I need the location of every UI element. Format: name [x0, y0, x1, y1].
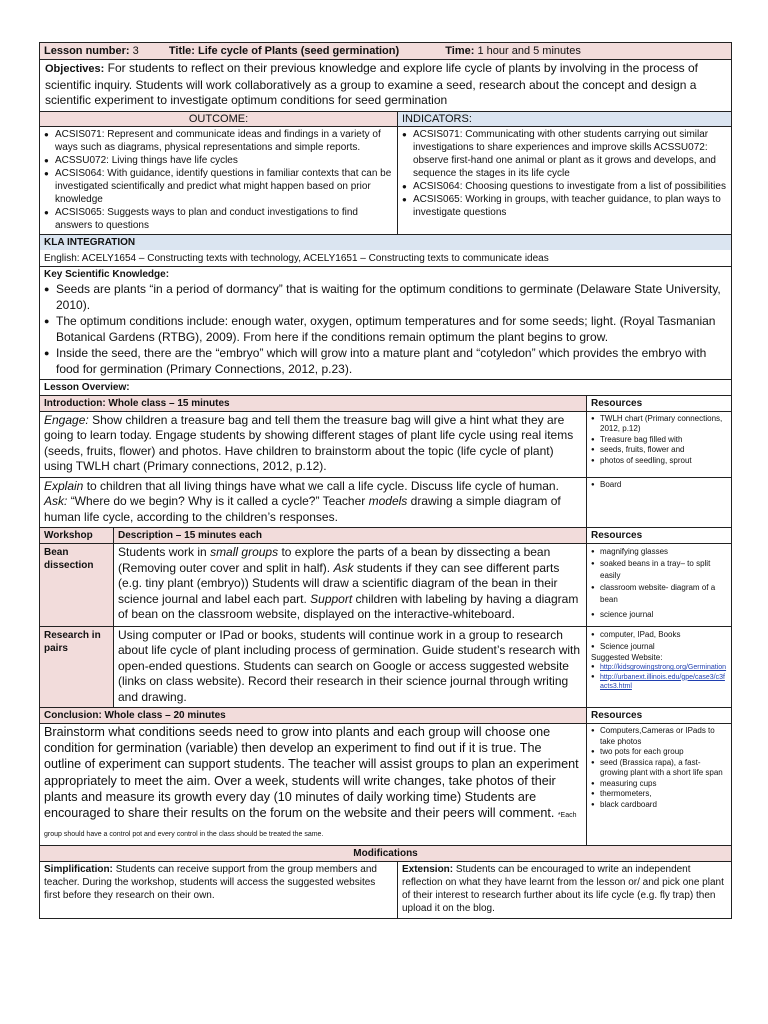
- workshop-label: Workshop: [44, 530, 93, 541]
- time-value: 1 hour and 5 minutes: [477, 45, 581, 57]
- bean-text-3: students if they can see different parts (e.g. tiny plant (embryo)) Students will draw a scientific diagram of the bean in their science journal and label each part.: [118, 560, 560, 606]
- title-value: Life cycle of Plants (seed germination): [198, 45, 400, 57]
- extension-label: Extension:: [402, 864, 454, 876]
- simplification-label: Simplification:: [44, 864, 113, 876]
- ask-label: Ask:: [44, 494, 68, 508]
- conclusion-row: [40, 724, 732, 846]
- lesson-number-value: 3: [132, 45, 139, 57]
- kla-label: KLA INTEGRATION: [44, 236, 136, 248]
- bean-dissection-row: [40, 544, 732, 627]
- bean-text-4: children with labeling by having a diagram of bean on the classroom website, displayed on the interactive-whiteboard.: [118, 591, 579, 621]
- indicator-item: ● ACSIS071: Communicating with other students carrying out similar investigations to share experiences and improve skills ACSSU072: observe first-hand one animal or plant as it grows and develops, and sequence the stages in its life cycle: [402, 128, 727, 180]
- indicator-item: ● ACSIS064: Choosing questions to investigate from a list of possibilities: [402, 180, 727, 193]
- resource-item: ● Science journal: [591, 641, 727, 653]
- resource-item: ● black cardboard: [591, 800, 727, 811]
- resource-item: ● classroom website- diagram of a bean: [591, 582, 727, 606]
- outcome-item: ● ACSIS064: With guidance, identify questions in familiar contexts that can be investigated scientifically and predict what might happen based on prior knowledge: [44, 167, 393, 206]
- knowledge-list: [44, 281, 727, 377]
- resource-item: ● Computers,Cameras or IPads to take photos: [591, 726, 727, 747]
- indicators-list: [402, 128, 727, 219]
- resource-item: ● TWLH chart (Primary connections, 2012, p.12): [591, 414, 727, 435]
- explain-row: [40, 477, 732, 528]
- suggested-links-list: [591, 663, 727, 692]
- conclusion-header: Conclusion: Whole class – 20 minutes: [44, 710, 226, 721]
- resource-item: ● measuring cups: [591, 779, 727, 790]
- explain-resources-list: [591, 480, 727, 491]
- lesson-number-label: Lesson number:: [44, 45, 130, 57]
- bean-resources-list: [591, 546, 727, 621]
- introduction-header: Introduction: Whole class – 15 minutes: [44, 397, 230, 409]
- suggested-website-label: Suggested Website:: [591, 652, 663, 662]
- modifications-row: [40, 862, 732, 919]
- simplification-text: Students can receive support from the group members and teacher. During the workshop, students will access the suggested websites first before they research on their own.: [44, 864, 377, 902]
- modifications-label: Modifications: [353, 848, 418, 860]
- explain-text-2: “Where do we begin? Why is it called a cycle?” Teacher: [70, 494, 366, 508]
- introduction-resources-label: Resources: [591, 397, 643, 409]
- conclusion-resources-label: Resources: [591, 710, 643, 721]
- header-row: [40, 43, 732, 60]
- outcome-label: OUTCOME:: [188, 112, 249, 125]
- suggested-link[interactable]: http://kidsgrowingstrong.org/Germination: [600, 664, 727, 671]
- resource-item: ● photos of seedling, sprout: [591, 456, 727, 467]
- bean-text-2: to explore the parts of a bean by dissecting a bean (Removing outer cover and split in half).: [118, 545, 551, 575]
- bean-text-1: Students work in: [118, 545, 207, 559]
- knowledge-item: ● Seeds are plants “in a period of dormancy” that is waiting for the optimum conditions to germinate (Delaware State University, 2010).: [44, 281, 727, 313]
- resource-item: ● two pots for each group: [591, 747, 727, 758]
- conclusion-header-row: [40, 708, 732, 724]
- outcome-item: ● ACSIS071: Represent and communicate ideas and findings in a variety of ways such as diagrams, physical representations and simple reports.: [44, 128, 393, 154]
- objectives-row: [40, 60, 732, 112]
- extension-text: Students can be encouraged to write an independent reflection on what they have learnt from the lesson or/ and pick one plant of their interest to research further about its life cycle (e.g. fly trap) then upload it on the blog.: [402, 864, 724, 915]
- workshop-header-row: [40, 528, 732, 544]
- models-label: models: [368, 494, 408, 508]
- outcome-item: ● ACSIS065: Suggests ways to plan and conduct investigations to find answers to questions: [44, 206, 393, 232]
- knowledge-row: [40, 266, 732, 379]
- outcome-item: ● ACSSU072: Living things have life cycles: [44, 154, 393, 167]
- kla-text: English: ACELY1654 – Constructing texts with technology, ACELY1651 – Constructing texts to communicate ideas: [44, 252, 549, 264]
- workshop-resources-label: Resources: [591, 530, 643, 541]
- conclusion-note: *Each group should have a control pot and every control in the class should be treated the same.: [44, 812, 577, 839]
- resource-item: ● magnifying glasses: [591, 546, 727, 558]
- knowledge-item: ● The optimum conditions include: enough water, oxygen, optimum temperatures and for some seeds; light. (Royal Tasmanian Botanical Gardens (RTBG), 2009). From here if the conditions remain optimum the plant begins to grow.: [44, 313, 727, 345]
- bean-support-label: Support: [310, 591, 353, 606]
- title-label: Title:: [168, 45, 195, 57]
- explain-text-1: to children that all living things have what we call a life cycle. Discuss life cycle of human.: [86, 478, 559, 493]
- outcome-indicator-row: [40, 126, 732, 234]
- lesson-plan-table: [39, 42, 732, 919]
- resource-item: ● soaked beans in a tray– to split easily: [591, 558, 727, 582]
- suggested-link[interactable]: http://urbanext.illinois.edu/gpe/case3/c3facts3.html: [600, 673, 725, 690]
- research-resources-list: [591, 629, 727, 653]
- resource-item: ● Treasure bag filled with: [591, 435, 727, 446]
- engage-row: [40, 411, 732, 477]
- engage-label: Engage:: [44, 412, 89, 427]
- outcome-list: [44, 128, 393, 232]
- resource-item: ● computer, IPad, Books: [591, 629, 727, 641]
- resource-item: ● thermometers,: [591, 789, 727, 800]
- research-row: [40, 626, 732, 708]
- knowledge-item: ● Inside the seed, there are the “embryo” which will grow into a mature plant and “cotyledon” which provides the embryo with food for germination (Primary Connections, 2012, p.23).: [44, 345, 727, 377]
- resource-item: ● Board: [591, 480, 727, 491]
- engage-resources-list: [591, 414, 727, 467]
- explain-label: Explain: [44, 478, 84, 493]
- conclusion-text: Brainstorm what conditions seeds need to grow into plants and each group will choose one condition for germination (variable) then develop an experiment to find out if it is true. The outline of experiment can support students. The teacher will assist groups to plan an experiment appropriately to meet the aim. Over a week, students will write changes, take photos of their plants and measure its growth every day (10 minutes of daily working time) Students are encouraged to share their results on the forum on the website and their peers will comment.: [44, 725, 579, 821]
- research-label: Research in pairs: [44, 629, 101, 654]
- kla-row: [40, 234, 732, 266]
- bean-ask-label: Ask: [333, 560, 354, 575]
- indicators-label: INDICATORS:: [402, 112, 472, 125]
- small-groups-label: small groups: [210, 545, 279, 559]
- resource-item: ● seeds, fruits, flower and: [591, 445, 727, 456]
- research-text: Using computer or IPad or books, students will continue work in a group to research about life cycle of plant including process of germination. Guide student’s research with open-ended questions. Students can search on Google or access suggested website (links on class website). Record their research in their science journal through writing and drawing.: [118, 627, 581, 704]
- time-label: Time:: [445, 45, 475, 57]
- resource-item: ● seed (Brassica rapa), a fast-growing plant with a short life span: [591, 758, 727, 779]
- engage-text: Show children a treasure bag and tell them the treasure bag will give a hint what they are going to learn today. Engage students by showing different stages of plant life cycle using real items (seeds, fruits, flower) and photos. Have children to brainstorm about the topic (life cycle of plant) using TWLH chart (Primary connections, 2012, p.12).: [44, 412, 574, 473]
- objectives-label: Objectives:: [45, 63, 105, 75]
- indicator-item: ● ACSIS065: Working in groups, with teacher guidance, to plan ways to investigate questions: [402, 193, 727, 219]
- bean-dissection-label: Bean dissection: [44, 547, 94, 571]
- conclusion-resources-list: [591, 726, 727, 810]
- overview-label: Lesson Overview:: [44, 381, 130, 393]
- knowledge-label: Key Scientific Knowledge:: [44, 268, 170, 280]
- outcome-indicator-header-row: [40, 111, 732, 126]
- lesson-plan-document: [39, 42, 731, 919]
- resource-item: ● science journal: [591, 609, 727, 621]
- explain-text-3: drawing a simple diagram of human life cycle, according to the children’s responses.: [44, 494, 561, 524]
- objectives-text: For students to reflect on their previous knowledge and explore life cycle of plants by involving in the process of scientific inquiry. Students will work collaboratively as a group to examine a seed, research about the concept and design a scientific experiment to investigate optimum conditions for seed germination: [45, 61, 698, 107]
- introduction-header-row: [40, 395, 732, 411]
- workshop-description-label: Description – 15 minutes each: [118, 530, 262, 541]
- modifications-header-row: [40, 846, 732, 862]
- overview-row: [40, 379, 732, 395]
